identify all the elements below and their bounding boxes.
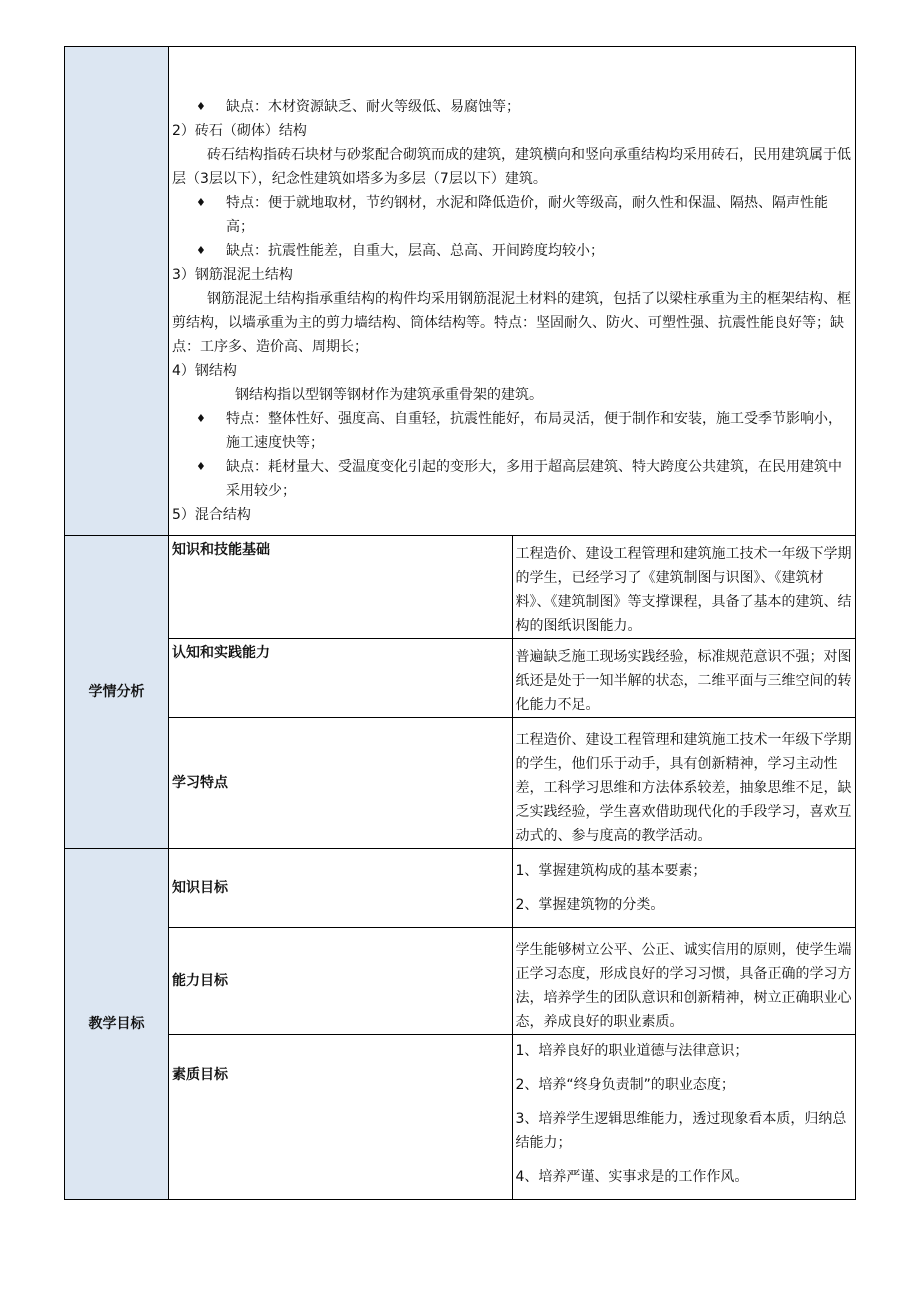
- blank-label-cell: [65, 47, 169, 536]
- subhead-label: 知识和技能基础: [169, 536, 513, 639]
- analysis-label: 学情分析: [65, 536, 169, 849]
- subhead-label: 认知和实践能力: [169, 639, 513, 718]
- section-heading: 4）钢结构: [172, 363, 237, 379]
- goals-label: 教学目标: [65, 849, 169, 1200]
- section-heading: 2）砖石（砌体）结构: [172, 123, 307, 139]
- diamond-bullet-icon: ♦: [196, 196, 206, 209]
- diamond-bullet-icon: ♦: [196, 244, 206, 257]
- structure-row: [65, 47, 856, 536]
- section-heading: 5）混合结构: [172, 507, 251, 523]
- diamond-bullet-icon: ♦: [196, 412, 206, 425]
- paragraph: 钢结构指以型钢等钢材作为建筑承重骨架的建筑。: [235, 387, 543, 403]
- goals-row: [65, 928, 856, 1035]
- goals-row: [65, 849, 856, 928]
- list-item: ♦ 缺点：耗材量大、受温度变化引起的变形大，多用于超高层建筑、特大跨度公共建筑，在民用建筑中采用较少；: [172, 455, 852, 503]
- goal-list: [512, 1035, 856, 1200]
- diamond-bullet-icon: ♦: [196, 460, 206, 473]
- analysis-text: 普遍缺乏施工现场实践经验，标准规范意识不强；对图纸还是处于一知半解的状态，二维平面与三维空间的转化能力不足。: [512, 639, 856, 718]
- lesson-plan-table: [64, 46, 856, 1200]
- diamond-bullet-icon: ♦: [196, 100, 206, 113]
- list-item: 2、掌握建筑物的分类。: [515, 897, 665, 913]
- subhead-label: 能力目标: [169, 928, 513, 1035]
- goals-row: [65, 1035, 856, 1200]
- paragraph: 钢筋混泥土结构指承重结构的构件均采用钢筋混泥土材料的建筑，包括了以梁柱承重为主的框架结构、框剪结构，以墙承重为主的剪力墙结构、筒体结构等。特点：坚固耐久、防火、可塑性强、抗震性能良好等；缺点：工序多、造价高、周期长；: [172, 291, 851, 355]
- analysis-row: [65, 536, 856, 639]
- list-item: ♦ 特点：整体性好、强度高、自重轻，抗震性能好，布局灵活，便于制作和安装，施工受季节影响小，施工速度快等；: [172, 407, 852, 455]
- list-item: ♦ 缺点：抗震性能差，自重大，层高、总高、开间跨度均较小；: [172, 239, 852, 263]
- paragraph: 砖石结构指砖石块材与砂浆配合砌筑而成的建筑，建筑横向和竖向承重结构均采用砖石，民用建筑属于低层（3层以下），纪念性建筑如塔多为多层（7层以下）建筑。: [172, 147, 851, 187]
- subhead-label: 学习特点: [169, 718, 513, 849]
- goal-text: 学生能够树立公平、公正、诚实信用的原则，使学生端正学习态度，形成良好的学习习惯，具备正确的学习方法，培养学生的团队意识和创新精神，树立正确职业心态，养成良好的职业素质。: [512, 928, 856, 1035]
- subhead-label: 知识目标: [169, 849, 513, 928]
- analysis-row: [65, 718, 856, 849]
- analysis-text: 工程造价、建设工程管理和建筑施工技术一年级下学期的学生，他们乐于动手，具有创新精神，学习主动性差，工科学习思维和方法体系较差，抽象思维不足，缺乏实践经验，学生喜欢借助现代化的手段学习，喜欢互动式的、参与度高的教学活动。: [512, 718, 856, 849]
- subhead-label: 素质目标: [169, 1035, 513, 1200]
- list-item: 1、掌握建筑构成的基本要素；: [515, 863, 707, 879]
- structure-content-cell: [169, 47, 856, 536]
- list-item: 3、培养学生逻辑思维能力，透过现象看本质，归纳总结能力；: [515, 1111, 847, 1151]
- section-heading: 3）钢筋混泥土结构: [172, 267, 293, 283]
- goal-list: [512, 849, 856, 928]
- list-item: 4、培养严谨、实事求是的工作作风。: [515, 1169, 749, 1185]
- list-item: ♦ 特点：便于就地取材，节约钢材，水泥和降低造价，耐火等级高，耐久性和保温、隔热、隔声性能高；: [172, 191, 852, 239]
- list-item: 1、培养良好的职业道德与法律意识；: [515, 1043, 749, 1059]
- list-item: 2、培养“终身负责制”的职业态度；: [515, 1077, 735, 1093]
- analysis-text: 工程造价、建设工程管理和建筑施工技术一年级下学期的学生，已经学习了《建筑制图与识图》、《建筑材料》、《建筑制图》等支撑课程，具备了基本的建筑、结构的图纸识图能力。: [512, 536, 856, 639]
- list-item: ♦ 缺点：木材资源缺乏、耐火等级低、易腐蚀等；: [172, 95, 852, 119]
- analysis-row: [65, 639, 856, 718]
